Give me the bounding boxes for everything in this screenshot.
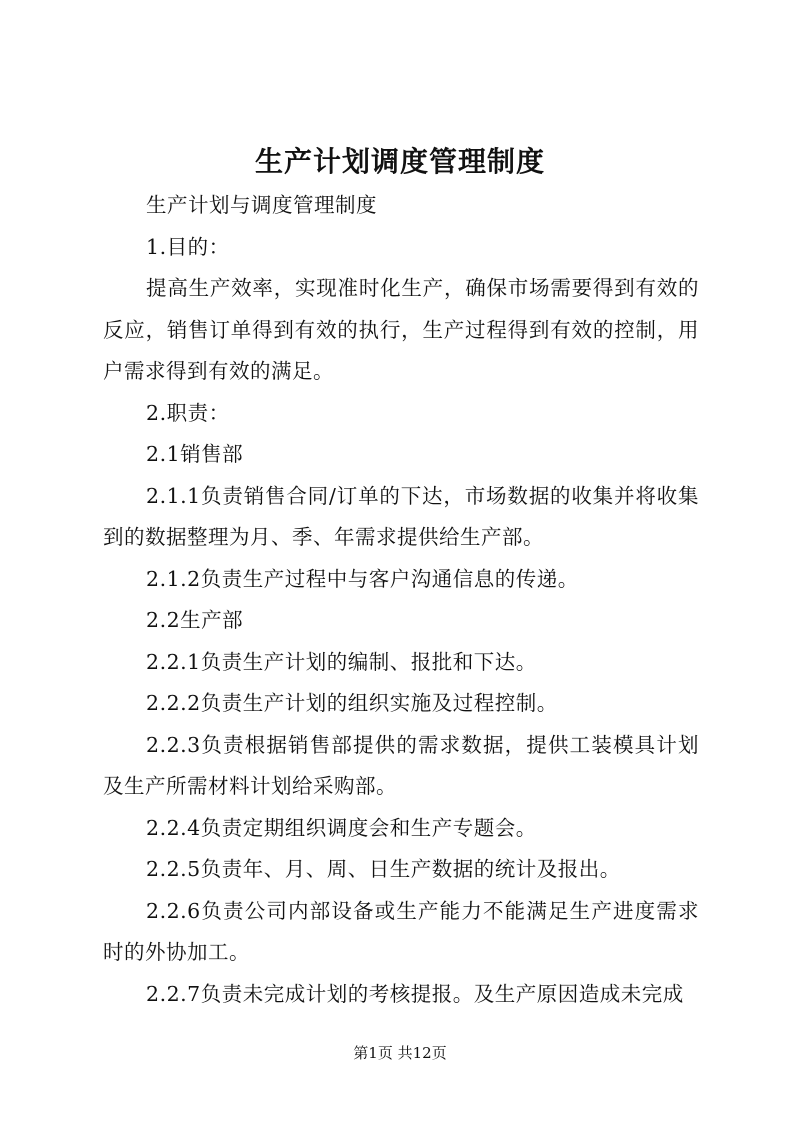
paragraph: 2.2.1负责生产计划的编制、报批和下达。 — [146, 649, 537, 674]
paragraph: 2.1.2负责生产过程中与客户沟通信息的传递。 — [146, 566, 579, 591]
document-body — [103, 185, 699, 1015]
paragraph: 生产计划与调度管理制度 — [146, 193, 378, 217]
page-title: 生产计划调度管理制度 — [254, 145, 545, 178]
paragraph: 2.1.1负责销售合同/订单的下达，市场数据的收集并将收集到的数据整理为月、季、年需求提供给生产部。 — [103, 483, 699, 549]
page-number-footer: 第1页 共12页 — [353, 1044, 447, 1062]
paragraph: 2.2.2负责生产计划的组织实施及过程控制。 — [146, 691, 558, 715]
paragraph: 2.2.4负责定期组织调度会和生产专题会。 — [146, 815, 537, 840]
paragraph: 2.2.7负责未完成计划的考核提报。及生产原因造成未完成 — [146, 981, 684, 1006]
paragraph: 2.1销售部 — [146, 442, 244, 466]
paragraph: 2.2.5负责年、月、周、日生产数据的统计及报出。 — [146, 857, 621, 881]
paragraph: 1.目的： — [146, 234, 230, 259]
paragraph: 2.职责： — [146, 400, 230, 425]
paragraph: 提高生产效率，实现准时化生产，确保市场需要得到有效的反应，销售订单得到有效的执行，生产过程得到有效的控制，用户需求得到有效的满足。 — [103, 276, 699, 383]
paragraph: 2.2.6负责公司内部设备或生产能力不能满足生产进度需求时的外协加工。 — [103, 898, 699, 964]
paragraph: 2.2生产部 — [146, 608, 244, 632]
paragraph: 2.2.3负责根据销售部提供的需求数据，提供工装模具计划及生产所需材料计划给采购部。 — [103, 732, 699, 798]
